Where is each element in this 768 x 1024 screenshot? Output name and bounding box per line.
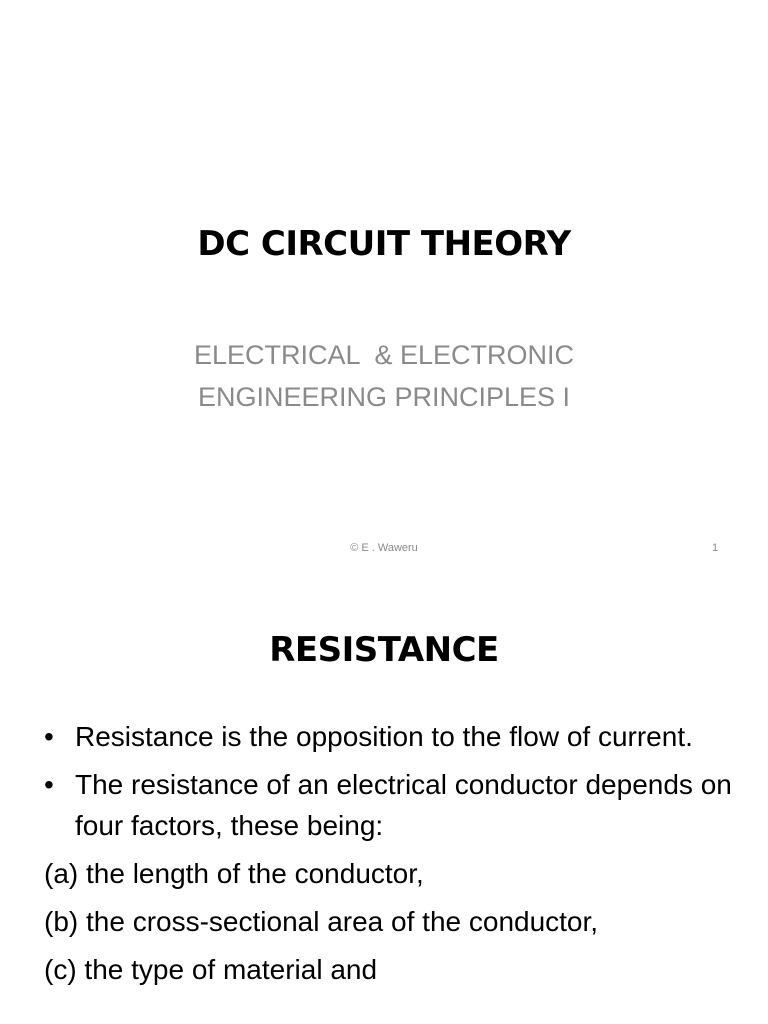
list-item: (b) the cross-sectional area of the conductor, <box>44 906 599 937</box>
list-item: (a) the length of the conductor, <box>44 858 424 889</box>
bullet-item <box>44 764 744 846</box>
subtitle-line-2: ENGINEERING PRINCIPLES I <box>197 382 571 412</box>
bullet-text: Resistance is the opposition to the flow of current. <box>75 721 693 752</box>
slide-title: RESISTANCE <box>269 630 499 670</box>
bullet-text: The resistance of an electrical conductor depends on four factors, these being: <box>75 769 732 841</box>
slide-title: DC CIRCUIT THEORY <box>197 224 571 264</box>
footer-copyright: © E . Waweru <box>350 542 418 554</box>
slide-subtitle <box>0 334 768 418</box>
subtitle-line-1: ELECTRICAL & ELECTRONIC <box>193 340 575 370</box>
slide-2 <box>0 576 768 1024</box>
bullet-symbol: • <box>44 769 54 800</box>
page-number: 1 <box>712 542 719 554</box>
slide-body <box>44 716 744 997</box>
list-item: (c) the type of material and <box>44 954 378 985</box>
bullet-item <box>44 716 744 757</box>
bullet-symbol: • <box>44 721 54 752</box>
